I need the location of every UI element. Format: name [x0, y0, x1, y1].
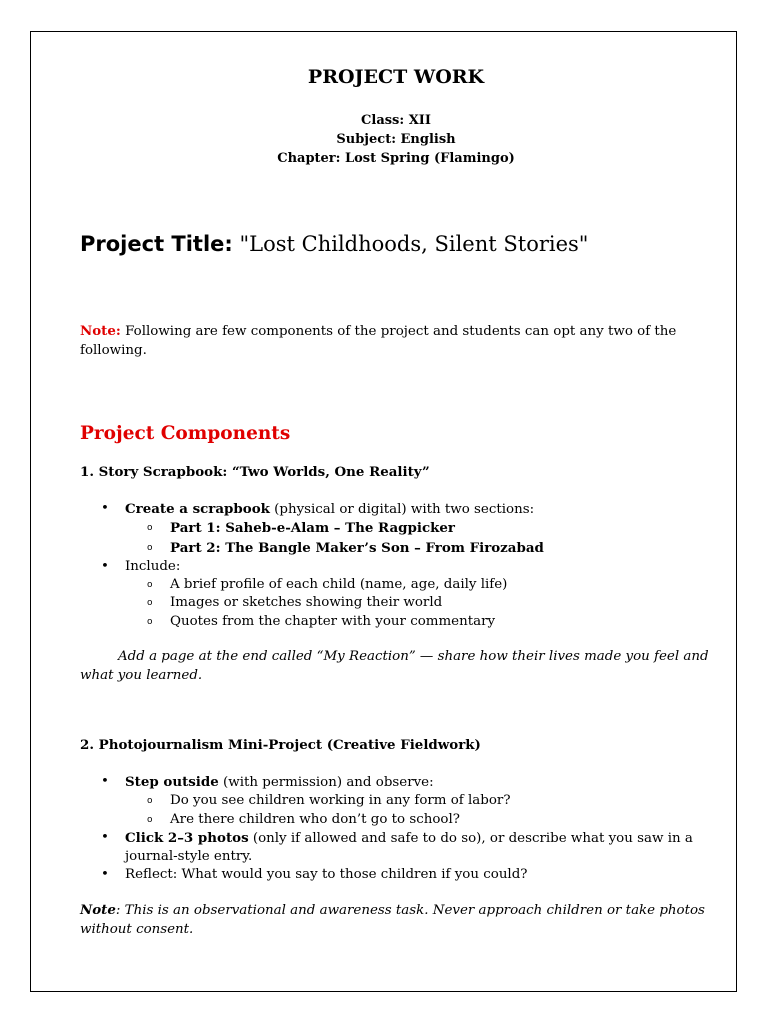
question-text: Do you see children working in any form of labor? — [170, 793, 511, 809]
reaction-paragraph — [80, 647, 710, 685]
part1-label: Part 1: Saheb-e-Alam – The Ragpicker — [170, 520, 455, 537]
sub-list-item — [80, 792, 710, 810]
include-text: Images or sketches showing their world — [170, 595, 443, 611]
bullet-bold-text: Step outside — [125, 774, 219, 790]
page-title: PROJECT WORK — [307, 66, 485, 88]
sub-list-item — [80, 539, 710, 558]
sub-list-item — [80, 576, 710, 594]
closing-note-text: : This is an observational and awareness task. Never approach children or take photos without consent. — [80, 903, 705, 937]
intro-note — [80, 322, 710, 360]
components-heading: Project Components — [80, 423, 291, 444]
bullet-bold-text: Create a scrapbook — [125, 501, 270, 517]
bullet-text: Include: — [125, 558, 181, 574]
include-text: A brief profile of each child (name, age, daily life) — [170, 577, 508, 593]
bullet-text: (physical or digital) with two sections: — [269, 502, 535, 517]
sub-list-item — [80, 519, 710, 538]
bullet-bold-text: Click 2–3 photos — [125, 829, 249, 846]
bullet-text: (only if allowed and safe to do so), or describe what you saw in a journal-style entry. — [125, 830, 693, 865]
chapter-line: Chapter: Lost Spring (Flamingo) — [277, 151, 515, 166]
include-text: Quotes from the chapter with your commentary — [170, 613, 496, 629]
document-meta — [80, 111, 712, 168]
subject-line: Subject: English — [336, 132, 456, 147]
question-text: Are there children who don’t go to school? — [170, 811, 460, 827]
reaction-text: Add a page at the end called “My Reaction” — share how their lives made you feel and what you learned. — [80, 649, 709, 683]
list-item — [80, 773, 710, 792]
sub-list-item — [80, 811, 710, 829]
bullet-text: (with permission) and observe: — [218, 775, 434, 790]
class-line: Class: XII — [361, 113, 431, 128]
list-item — [80, 866, 710, 884]
sub-list-item — [80, 613, 710, 631]
closing-note-label: Note — [80, 902, 116, 918]
intro-note-text: Following are few components of the project and students can opt any two of the following. — [80, 324, 677, 358]
project-title — [80, 232, 588, 256]
project-title-label: Project Title: — [80, 232, 233, 256]
project-title-value: "Lost Childhoods, Silent Stories" — [232, 232, 589, 256]
closing-note — [80, 901, 710, 939]
sub-list-item — [80, 594, 710, 612]
list-item — [80, 558, 710, 576]
list-item — [80, 500, 710, 519]
bullet-text: Reflect: What would you say to those children if you could? — [125, 867, 528, 883]
component2-heading: 2. Photojournalism Mini-Project (Creative Fieldwork) — [80, 737, 481, 753]
intro-note-label: Note: — [80, 323, 121, 339]
list-item — [80, 829, 710, 867]
component1-list — [80, 500, 710, 631]
part2-label: Part 2: The Bangle Maker’s Son – From Firozabad — [170, 539, 544, 556]
component1-heading: 1. Story Scrapbook: “Two Worlds, One Reality” — [80, 464, 430, 480]
component2-list — [80, 773, 710, 885]
